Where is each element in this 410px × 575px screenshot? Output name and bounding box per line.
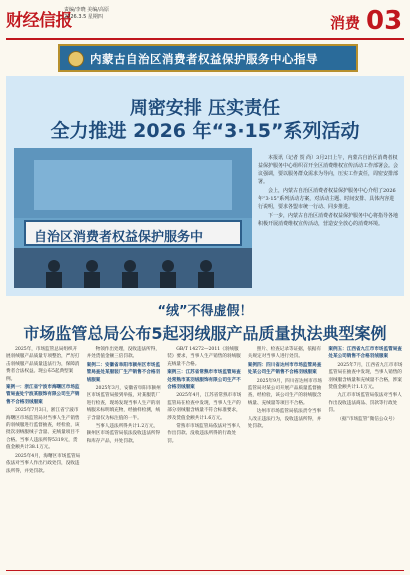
case-heading: 案例三：江苏省常熟市市场监管局查处常熟市某羽绒服饰有限公司生产不合格羽绒服案: [167, 370, 241, 391]
feature-body: [258, 154, 398, 229]
article-paragraph: 达州市市场监管局依法责令当事人改正违法行为，没收违法所得，并处罚款。: [247, 409, 322, 430]
feature-paragraph: 下一步，内蒙古自治区消费者权益保护服务中心将指导各地积极开展消费维权宣传活动，营造安全放心的消费环境。: [258, 213, 399, 227]
article-column: [87, 346, 163, 568]
case-heading: 案例一：浙江省宁波市海曙区市场监管局查处宁波某服饰有限公司生产销售不合格羽绒服案: [6, 385, 80, 405]
article-paragraph: 九江市市场监管局依法对当事人作出没收违法商品、罚款等行政处罚。: [328, 393, 402, 414]
feature-paragraph: 本报讯（记者 贺 尚）3月2日上午，内蒙古自治区消费者权益保护服务中心组织召开全区消费维权宣传活动工作部署会。会议强调，要以服务群众需求为导向，压实工作责任，周密安排部署。: [258, 155, 399, 185]
article-column: [167, 346, 243, 568]
article-paragraph: 2025年7月3日，浙江省宁波市海曙区市场监管局对当事人生产销售的羽绒服进行监督抽查，经检验，该批次羽绒服绒子含量、充绒量项目不合格。当事人违法所得5319元，货值金额共计38.1万元。: [6, 408, 80, 451]
article-kicker: “绒”不得虚假！: [157, 304, 253, 319]
article-paragraph: 当事人违法所得共计1.2万元，颍州区市场监管局依法没收违法所得和库存产品，并处罚款。: [86, 424, 161, 444]
article-column: [248, 346, 324, 568]
feature-photo: [14, 148, 252, 288]
masthead: [0, 0, 410, 40]
article-paragraph: 2025年4月，海曙区市场监管局依法对当事人作出行政处罚，没收违法所得，并处罚款。: [6, 453, 81, 474]
article-paragraph: 物领作出处理，没收违法所得，并处货值金额三倍罚款。: [86, 347, 160, 360]
masthead-date-line: 2026.3.5 星期四: [64, 14, 103, 20]
section-banner: [58, 44, 358, 72]
feature-paragraph: 会上，内蒙古自治区消费者权益保护服务中心介绍了2026年“3·15”系列活动方案，对活动主题、时间安排、具体内容进行说明，要求各盟市统一行动、同步推进。: [258, 188, 396, 210]
masthead-rule: [6, 38, 404, 40]
bottom-rule: [6, 570, 404, 571]
article-columns: [6, 346, 404, 568]
case-heading: 案例四：四川省达州市市场监管局查处某公司生产销售不合格羽绒服案: [247, 362, 322, 376]
photo-sign-board: [24, 220, 242, 246]
article-paragraph: 2025年3月，安徽省阜阳市颍州区市场监管局接到举报，对某服装厂进行检查，现场发现当事人生产的羽绒服未标明填充物，经抽样检测，绒子含量仅为标注值的一半。: [86, 386, 161, 421]
article-paragraph: 2025年7月，江西省九江市市场监管局在抽查中发现，当事人销售的羽绒服含绒量和充绒量不合格，涉案货值金额共计1.1万元。: [328, 362, 403, 391]
masthead-editor-line: 责编/李晓 美编/高原: [64, 7, 109, 13]
page-number: 03: [366, 6, 403, 36]
article-column: [6, 346, 82, 568]
article-title: 市场监管总局公布5起羽绒服产品质量执法典型案例: [23, 324, 387, 343]
article-paragraph: （据“市场监管”微信公众号）: [337, 416, 398, 422]
article-paragraph: 照片、检查记录等证据，依据有关规定对当事人进行处罚。: [247, 347, 322, 360]
emblem-icon: [68, 51, 84, 67]
photo-sign-text: 自治区消费者权益保护服务中: [34, 230, 204, 245]
article-paragraph: GB/T 14272—2011《羽绒服装》要求，当事人生产销售的羽绒服充绒量不合格。: [167, 347, 241, 367]
feature-headline-2: 全力推进 2026 年“3·15”系列活动: [50, 120, 360, 142]
feature-block: [6, 76, 404, 296]
article-column: [328, 346, 404, 568]
article-paragraph: 2025年4月，江苏省常熟市市场监管局在检查中发现，当事人生产的部分羽绒服含绒量不符合标准要求，涉及货值金额共计1.6万元。: [167, 393, 242, 421]
article-paragraph: 2025年，市场监管总局组织开展羽绒服产品质量专项整治，严厉打击羽绒服产品质量违法行为，保障消费者合法权益。现公布5起典型案例。: [6, 347, 80, 382]
meeting-scene-image: [14, 148, 252, 288]
case-heading: 案例二：安徽省阜阳市颍州区市场监管局查处某服装厂生产销售不合格羽绒服案: [86, 362, 161, 383]
feature-headline-1: 周密安排 压实责任: [129, 98, 281, 119]
case-heading: 案例五：江西省九江市市场监管局查处某公司销售不合格羽绒服案: [328, 347, 402, 360]
banner-text: 内蒙古自治区消费者权益保护服务中心指导: [90, 52, 318, 66]
newspaper-logo: 财经信报: [6, 11, 72, 31]
article-paragraph: 2025年9月，四川省达州市市场监管局对某公司开展产品质量监督抽查，经检验，该公司生产的羽绒服含绒量、充绒量等项目不合格。: [247, 378, 322, 406]
article-heading: [0, 300, 410, 344]
section-name: 消费: [330, 14, 361, 32]
article-paragraph: 常熟市市场监管局依法对当事人作出罚款、没收违法所得的行政处罚。: [167, 424, 241, 444]
masthead-info: [64, 7, 109, 21]
